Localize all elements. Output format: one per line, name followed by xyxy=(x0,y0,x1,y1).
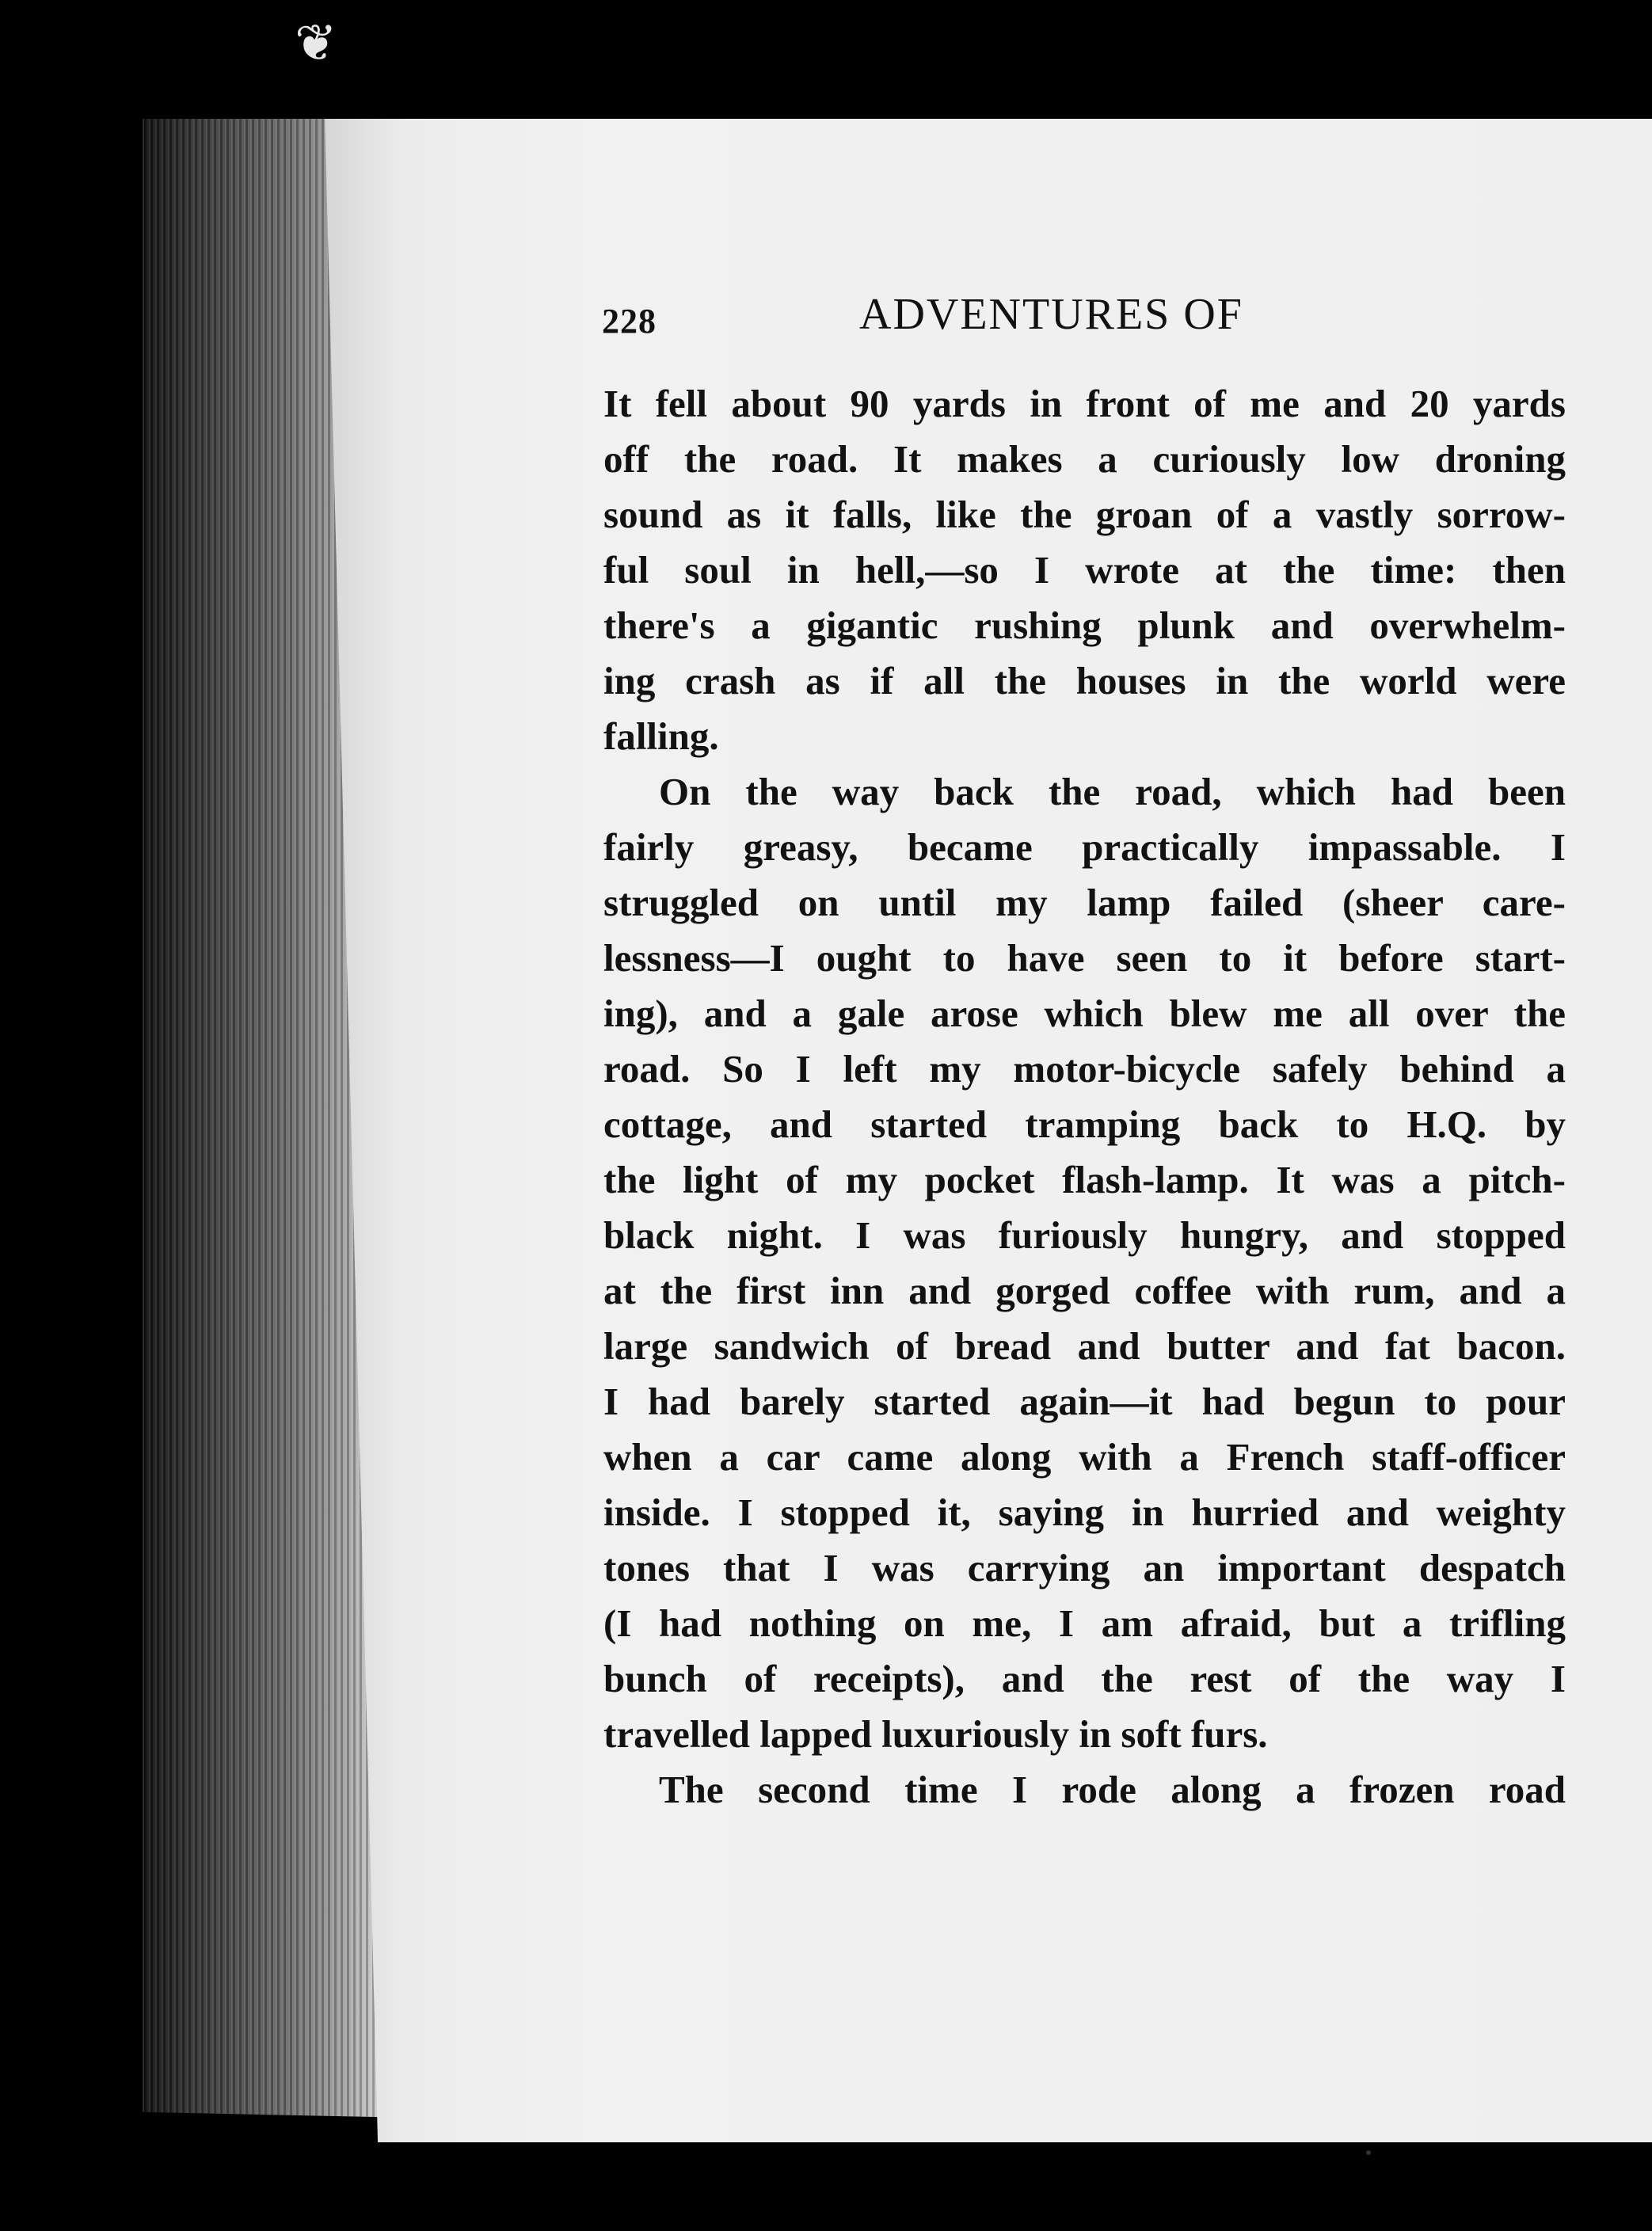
top-dark-band xyxy=(0,0,1652,119)
dust-speck xyxy=(1366,2150,1371,2155)
text-line: falling. xyxy=(603,714,719,758)
text-line: I had barely started again—it had begun to pour xyxy=(603,1380,1566,1423)
text-line: It fell about 90 yards in front of me and 20 yards xyxy=(603,382,1566,425)
text-line: tones that I was carrying an important despatch xyxy=(603,1546,1566,1589)
text-line: ful soul in hell,—so I wrote at the time: then xyxy=(603,548,1566,592)
body-text xyxy=(603,376,1566,1818)
running-head: ADVENTURES OF xyxy=(859,290,1243,339)
text-line: ing), and a gale arose which blew me all over the xyxy=(603,992,1566,1035)
page-header xyxy=(602,285,1560,348)
text-line: the light of my pocket flash-lamp. It was a pitch- xyxy=(603,1158,1566,1201)
text-line: inside. I stopped it, saying in hurried and weighty xyxy=(603,1491,1566,1534)
text-line: On the way back the road, which had been xyxy=(659,770,1566,813)
text-line: fairly greasy, became practically impassable. I xyxy=(603,825,1566,869)
text-line: cottage, and started tramping back to H.Q. by xyxy=(603,1102,1566,1146)
text-line: travelled lapped luxuriously in soft furs. xyxy=(603,1712,1268,1756)
text-line: bunch of receipts), and the rest of the way I xyxy=(603,1657,1566,1700)
text-line: The second time I rode along a frozen road xyxy=(659,1768,1566,1811)
text-line: at the first inn and gorged coffee with rum, and a xyxy=(603,1269,1566,1312)
text-line: (I had nothing on me, I am afraid, but a trifling xyxy=(603,1601,1566,1645)
text-line: when a car came along with a French staff-officer xyxy=(603,1435,1566,1479)
text-line: struggled on until my lamp failed (sheer care- xyxy=(603,881,1566,924)
page-number: 228 xyxy=(602,302,657,341)
text-line: black night. I was furiously hungry, and stopped xyxy=(603,1213,1566,1257)
text-line: road. So I left my motor-bicycle safely behind a xyxy=(603,1047,1566,1091)
text-line: off the road. It makes a curiously low droning xyxy=(603,437,1566,481)
text-line: large sandwich of bread and butter and fat bacon. xyxy=(603,1324,1566,1368)
text-line: lessness—I ought to have seen to it before start- xyxy=(603,936,1566,980)
ink-blot-mark: ❦ xyxy=(295,15,337,71)
text-line: there's a gigantic rushing plunk and overwhelm- xyxy=(603,603,1566,647)
text-line: ing crash as if all the houses in the world were xyxy=(603,659,1566,702)
text-line: sound as it falls, like the groan of a vastly sorrow- xyxy=(603,493,1566,536)
